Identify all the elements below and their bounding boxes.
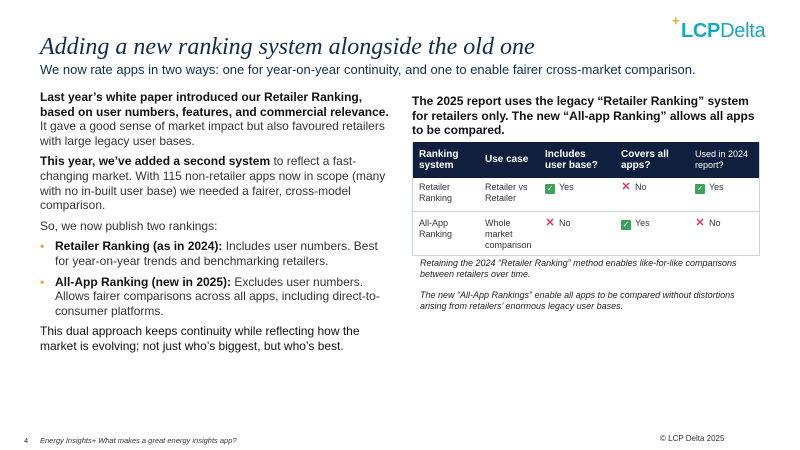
bullet-bold: Retailer Ranking (as in 2024): [55,239,223,254]
table-heading: The 2025 report uses the legacy “Retailer Ranking” system for retailers only. The new “All-app Ranking” allows all apps to be compared. [412,94,755,137]
left-body-text [40,90,390,360]
col-header-use-case: Use case [479,142,539,178]
lcp-delta-logo [672,14,772,44]
cell-system: Retailer Ranking [413,178,480,212]
intro-bold: Last year’s white paper introduced our Retailer Ranking, based on user numbers, features, and commercial relevance. [40,90,389,119]
second-system-rest: to reflect a fast-changing market. With 115 non-retailer apps now in scope (many with no in-built user base) we needed a fairer, cross-model comparison. [40,154,386,213]
cell-use-case: Whole market comparison [479,212,539,256]
check-icon: ✓ [696,184,704,193]
table-header-row [413,142,760,178]
bullet-rest: Includes user numbers. Best for year-on-year trends and benchmarking retailers. [55,239,378,268]
cell-value: No [559,218,571,228]
bullet-retailer-ranking [40,239,390,268]
cell-value: No [635,182,647,192]
logo-text-delta: Delta [720,20,766,42]
bullet-dot: • [40,239,45,254]
bullet-all-app-ranking [40,275,390,319]
cell-use-case: Retailer vs Retailer [479,178,539,212]
logo-wordmark [681,20,765,42]
page-subtitle: We now rate apps in two ways: one for year-on-year continuity, and one to enable fairer cross-market comparison. [40,62,696,77]
cell-value: No [709,218,721,228]
table-row [413,212,760,256]
second-system-paragraph [40,154,390,212]
col-header-includes-user-base: Includes user base? [539,142,615,178]
intro-rest: It gave a good sense of market impact but also favoured retailers with large legacy user bases. [40,119,385,148]
bullet-dot: • [40,274,45,289]
footer-doc-title: Energy Insights+ What makes a great energy insights app? [40,436,237,445]
second-system-bold: This year, we’ve added a second system [40,154,271,169]
col-header-ranking-system: Ranking system [413,142,480,178]
cell-value: Yes [709,182,724,192]
cross-icon: ✕ [695,217,705,229]
page-title: Adding a new ranking system alongside the old one [40,34,535,60]
logo-text-lcp: LCP [681,20,721,42]
cell-user-base [539,212,615,256]
bullet-rest: Excludes user numbers. Allows fairer comparisons across all apps, including direct-to-consumer platforms. [55,274,380,318]
cell-used-2024 [689,212,760,256]
page-number: 4 [24,436,29,445]
cell-system: All-App Ranking [413,212,480,256]
col-header-used-2024: Used in 2024 report? [689,142,760,178]
rankings-intro: So, we now publish two rankings: [40,218,218,233]
bullet-bold: All-App Ranking (new in 2025): [55,274,232,289]
cross-icon: ✕ [545,217,555,229]
intro-paragraph [40,90,390,148]
cell-value: Yes [635,218,650,228]
cell-value: Yes [559,182,574,192]
cell-used-2024 [689,178,760,212]
note-retailer-ranking: Retaining the 2024 “Retailer Ranking” method enables like-for-like comparisons between retailers over time. [420,258,737,279]
ranking-comparison-table [412,142,760,256]
cross-icon: ✕ [621,181,631,193]
logo-plus-mark: + [672,13,680,28]
cell-covers [615,178,689,212]
cell-user-base [539,178,615,212]
check-icon: ✓ [622,220,630,229]
table-row [413,178,760,212]
col-header-covers-all-apps: Covers all apps? [615,142,689,178]
footer-copyright: © LCP Delta 2025 [660,434,725,443]
cell-covers [615,212,689,256]
closing-paragraph: This dual approach keeps continuity while reflecting how the market is evolving; not just who’s biggest, but who’s best. [40,324,360,353]
note-all-app-ranking: The new “All-App Rankings” enable all apps to be compared without distortions arising from retailers’ enormous legacy user bases. [420,290,735,311]
check-icon: ✓ [546,184,554,193]
